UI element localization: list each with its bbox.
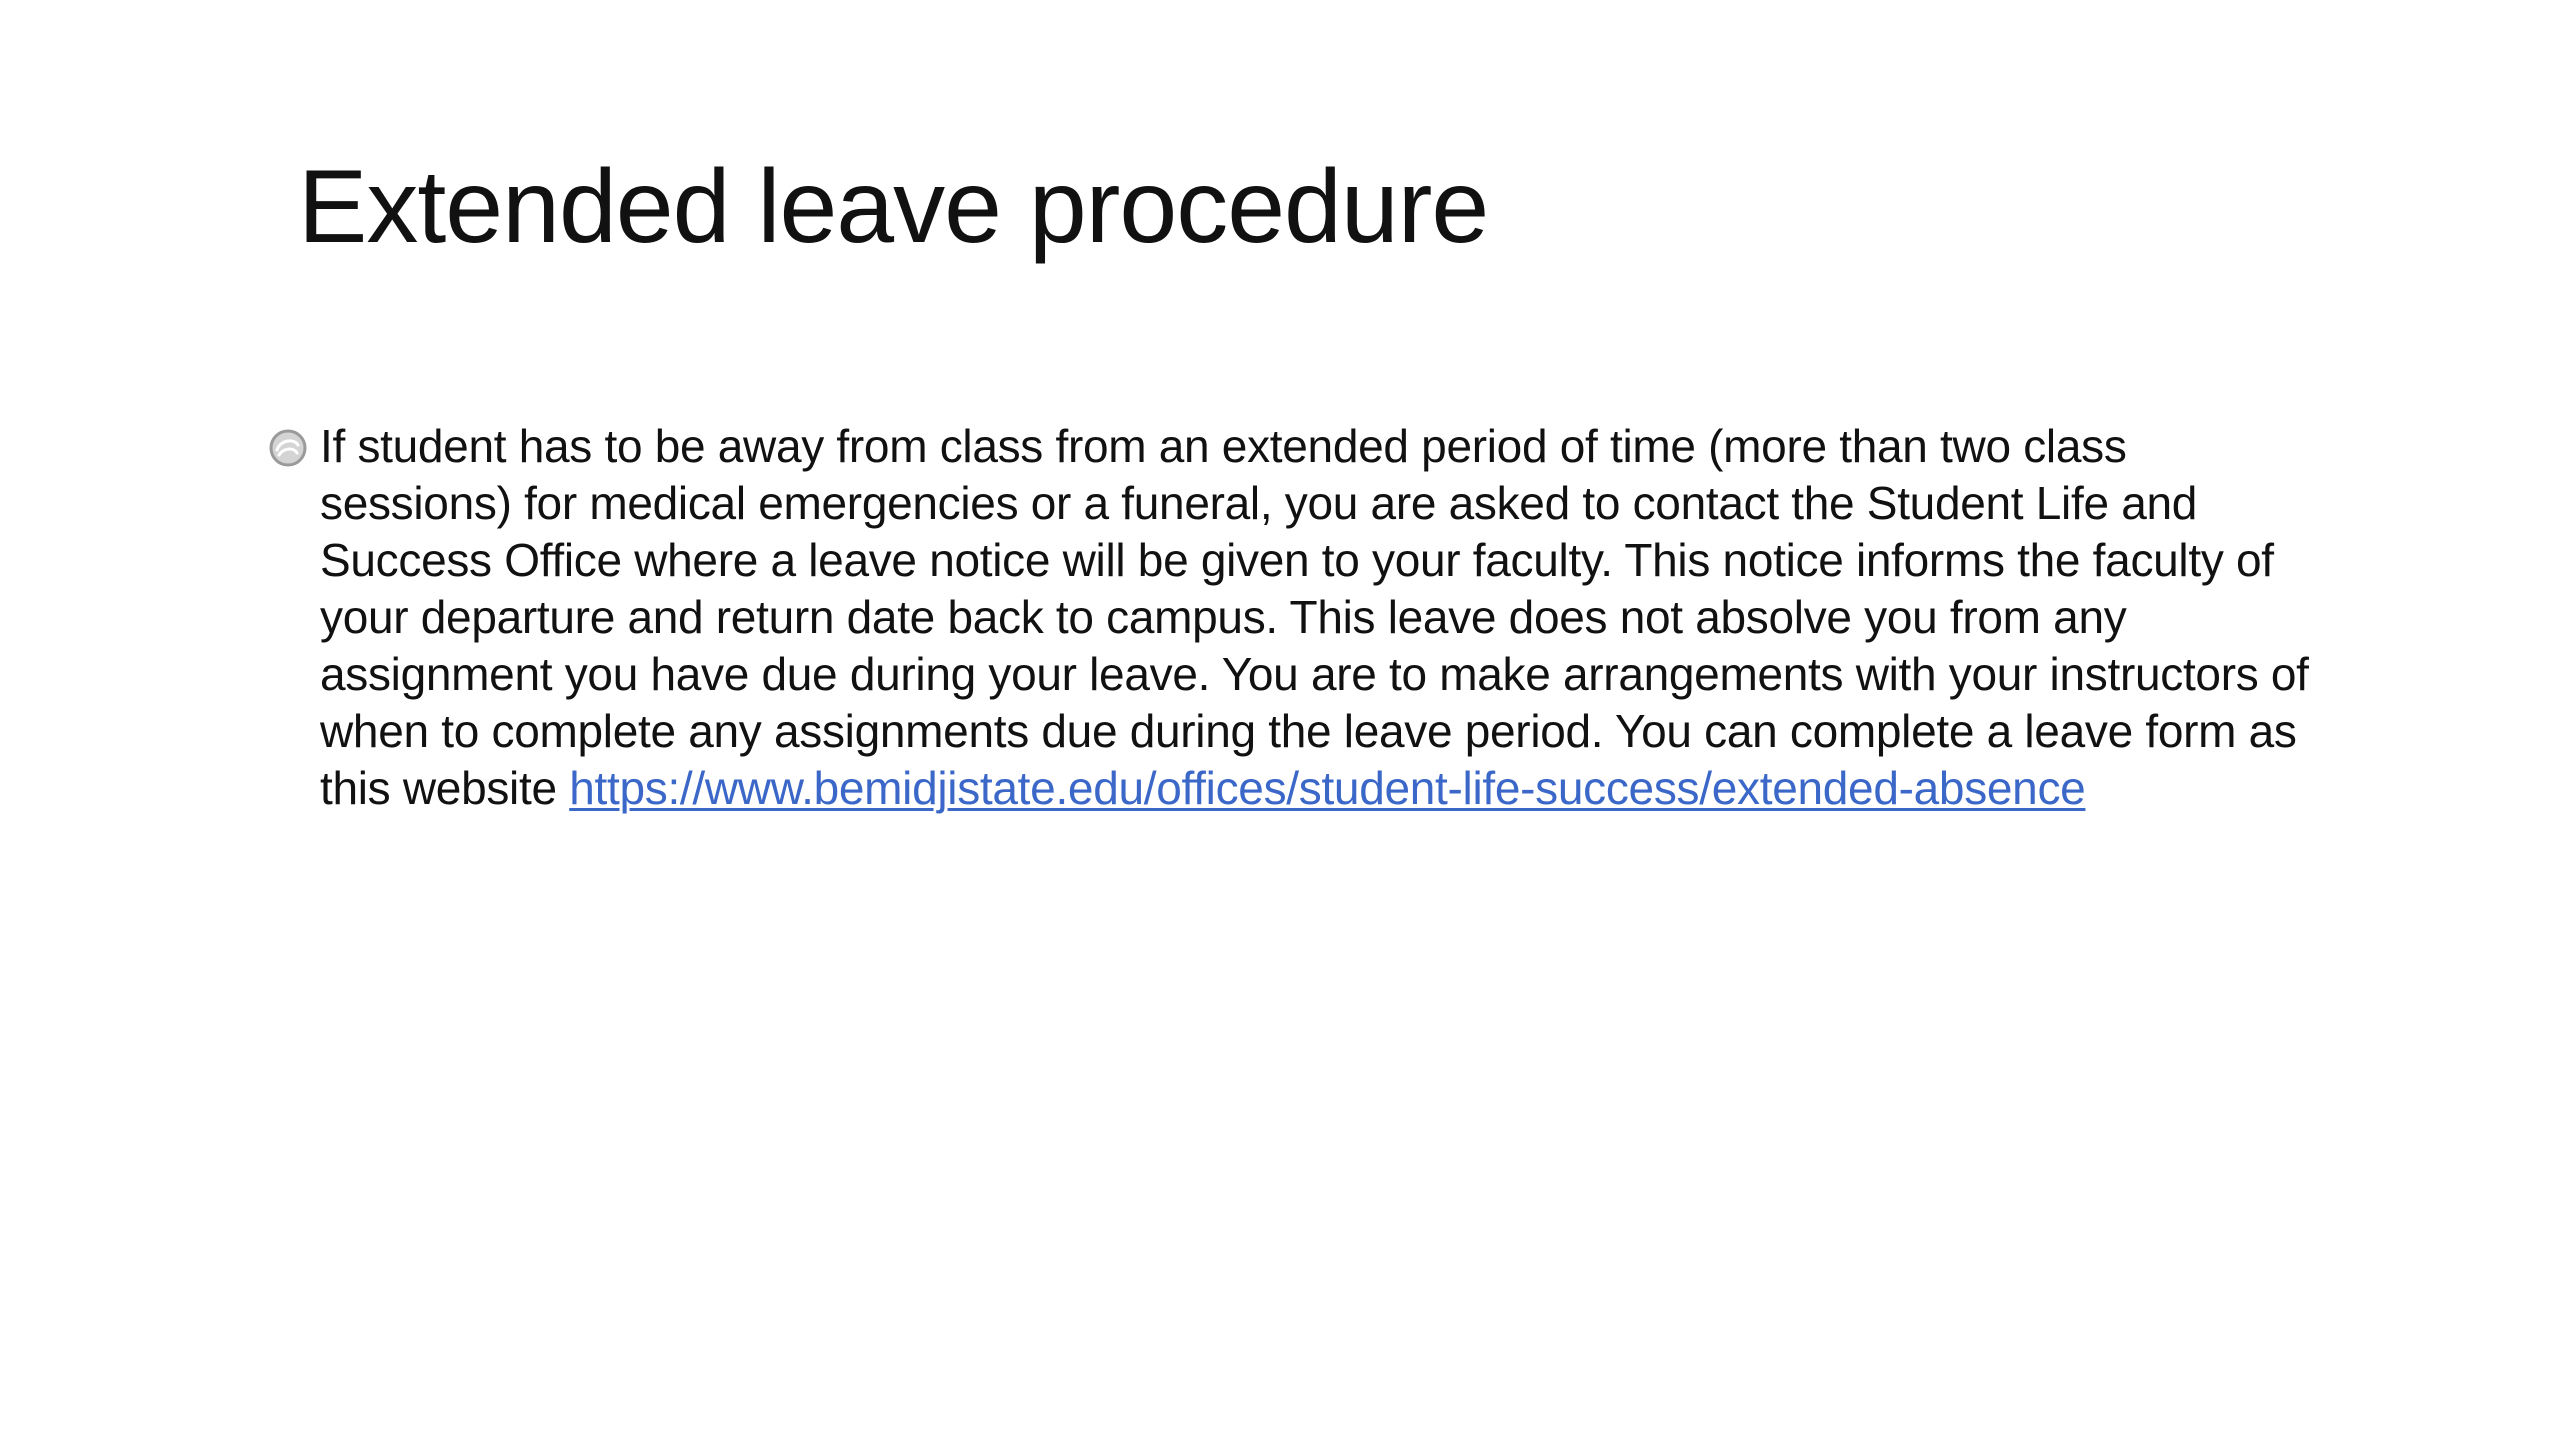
- bullet-paragraph: [320, 418, 2328, 817]
- swirl-bullet-icon: [268, 428, 308, 468]
- paragraph-text: If student has to be away from class from an extended period of time (more than two class sessions) for medical emergencies or a funeral, you are asked to contact the Student Life and Success Office where a leave notice will be given to your faculty. This notice informs the faculty of your departure and return date back to campus. This leave does not absolve you from any assignment you have due during your leave. You are to make arrangements with your instructors of when to complete any assignments due during the leave period. You can complete a leave form as this website: [320, 420, 2309, 814]
- bullet-list-item: [268, 418, 2328, 817]
- slide-title: Extended leave procedure: [298, 149, 1489, 265]
- extended-absence-link[interactable]: https://www.bemidjistate.edu/offices/student-life-success/extended-absence: [569, 762, 2086, 814]
